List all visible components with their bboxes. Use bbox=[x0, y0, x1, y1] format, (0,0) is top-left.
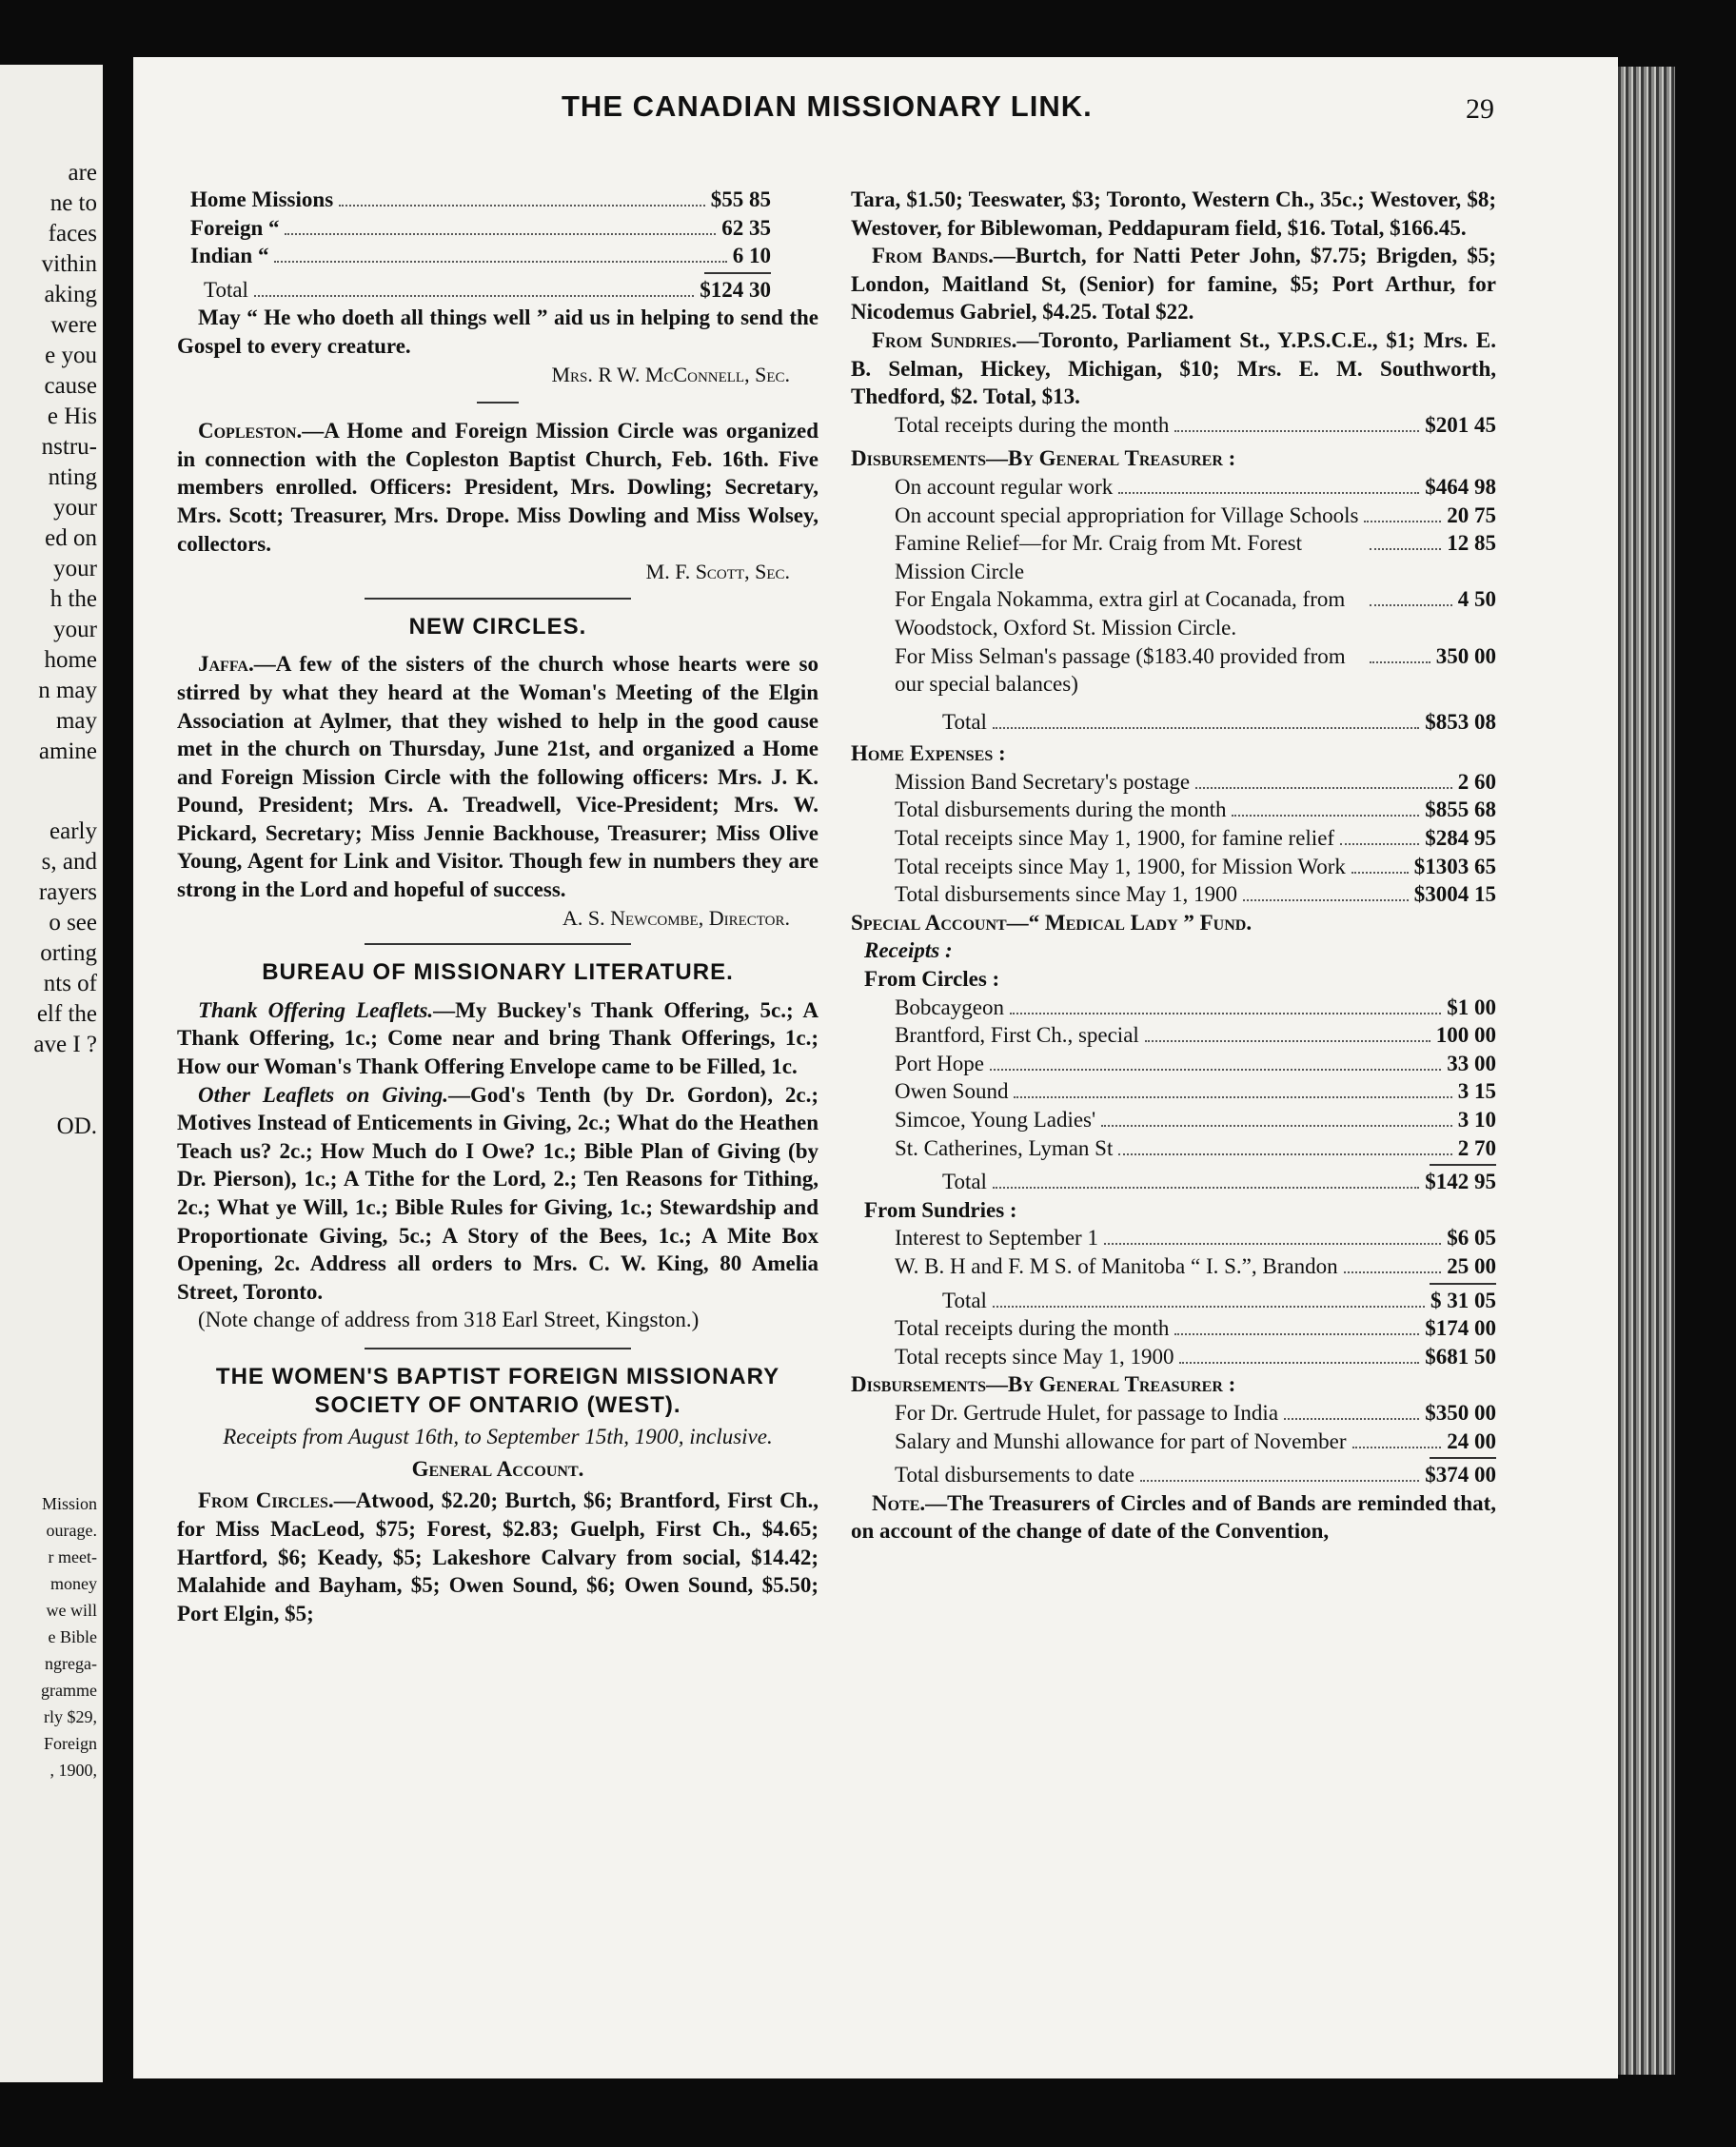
disbursements-list bbox=[851, 473, 1496, 699]
ledger-amount: 24 00 bbox=[1447, 1428, 1496, 1453]
ledger-row bbox=[851, 853, 1496, 881]
address-note: (Note change of address from 318 Earl Street, Kingston.) bbox=[198, 1308, 700, 1332]
signature: Mrs. R W. McConnell, Sec. bbox=[551, 362, 790, 386]
facing-page-fragment bbox=[0, 65, 103, 2082]
disbursements-heading: Disbursements—By General Treasurer : bbox=[851, 446, 1236, 471]
disbursements-heading: Disbursements—By General Treasurer : bbox=[851, 1372, 1236, 1397]
from-bands-paragraph: From Bands.—Burtch, for Natti Peter John, $7.75; Brigden, $5; London, Maitland St, (Senior) for famine, $5; Port Arthur, for Nicodemus Gabriel, $4.25. Total $22. bbox=[851, 244, 1496, 325]
facing-page-text-fragment: your bbox=[53, 556, 97, 581]
ledger-label: Owen Sound bbox=[895, 1079, 1009, 1104]
ledger-label: Total disbursements since May 1, 1900 bbox=[895, 882, 1237, 907]
facing-page-text-fragment: were bbox=[50, 312, 97, 338]
facing-page-text-fragment: home bbox=[44, 647, 97, 673]
ledger-label: Bobcaygeon bbox=[895, 995, 1004, 1019]
ledger-label: Total disbursements during the month bbox=[895, 798, 1227, 822]
facing-page-text-fragment: Foreign bbox=[44, 1734, 97, 1753]
facing-page-text-fragment: cause bbox=[44, 373, 97, 399]
divider bbox=[365, 943, 631, 945]
ledger-row bbox=[851, 1077, 1496, 1106]
ledger-row bbox=[851, 502, 1496, 530]
facing-page-text-fragment: elf the bbox=[36, 1001, 97, 1027]
facing-page-text-fragment: ave I ? bbox=[33, 1032, 97, 1057]
ledger-label: Mission Band Secretary's postage bbox=[895, 769, 1191, 794]
facing-page-text-fragment: n may bbox=[38, 678, 97, 703]
ledger-label: For Dr. Gertrude Hulet, for passage to India bbox=[895, 1400, 1279, 1425]
page-number: 29 bbox=[1466, 93, 1494, 125]
ledger-row bbox=[851, 1021, 1496, 1050]
ledger-amount: 4 50 bbox=[1457, 587, 1496, 612]
special-totals-list bbox=[851, 1314, 1496, 1370]
may-paragraph: May “ He who doeth all things well ” aid us in helping to send the Gospel to every creature. bbox=[177, 305, 819, 358]
ledger-label: St. Catherines, Lyman St bbox=[895, 1135, 1114, 1160]
ledger-amount: 350 00 bbox=[1435, 643, 1496, 668]
missions-total-row: Total $124 30 bbox=[204, 277, 771, 302]
ledger-label: For Engala Nokamma, extra girl at Cocanada, from Woodstock, Oxford St. Mission Circle. bbox=[895, 587, 1346, 640]
total-receipts-row: Total receipts during the month $201 45 bbox=[895, 412, 1496, 437]
ledger-amount: 3 10 bbox=[1457, 1108, 1496, 1132]
ledger-amount: 33 00 bbox=[1447, 1051, 1496, 1075]
ledger-row bbox=[851, 1399, 1496, 1428]
disbursements-list-2 bbox=[851, 1399, 1496, 1455]
disbursements-total-row: Total $853 08 bbox=[942, 709, 1496, 734]
society-heading-line-1: THE WOMEN'S BAPTIST FOREIGN MISSIONARY bbox=[215, 1363, 780, 1389]
facing-page-text-fragment: are bbox=[68, 160, 97, 186]
facing-page-text-fragment: your bbox=[53, 617, 97, 642]
ledger-amount: 3 15 bbox=[1457, 1079, 1496, 1104]
ledger-label: Salary and Munshi allowance for part of November bbox=[895, 1428, 1347, 1453]
ledger-amount: $174 00 bbox=[1425, 1316, 1496, 1341]
ledger-amount: $855 68 bbox=[1425, 798, 1496, 822]
ledger-row bbox=[851, 1224, 1496, 1252]
home-expenses-list bbox=[851, 768, 1496, 909]
ledger-row bbox=[851, 1050, 1496, 1078]
disbursements-to-date-row: Total disbursements to date $374 00 bbox=[895, 1463, 1496, 1487]
home-expenses-heading: Home Expenses : bbox=[851, 741, 1006, 766]
sum-rule bbox=[704, 272, 771, 274]
ledger-row bbox=[851, 585, 1496, 641]
facing-page-text-fragment: e you bbox=[45, 343, 97, 368]
facing-page-text-fragment: your bbox=[53, 495, 97, 521]
right-column bbox=[851, 186, 1496, 1546]
ledger-row bbox=[851, 1314, 1496, 1343]
ledger-label: Brantford, First Ch., special bbox=[895, 1023, 1139, 1048]
facing-page-text-fragment: h the bbox=[49, 586, 97, 612]
facing-page-text-fragment: we will bbox=[46, 1601, 97, 1620]
special-circles-list bbox=[851, 994, 1496, 1163]
from-circles-label: From Circles : bbox=[864, 967, 1000, 992]
facing-page-text-fragment: nting bbox=[48, 464, 97, 490]
receipts-label: Receipts : bbox=[864, 938, 953, 963]
facing-page-text-fragment: e Bible bbox=[48, 1627, 97, 1646]
ledger-amount: $1 00 bbox=[1447, 995, 1496, 1019]
ledger-label: Total receipts since May 1, 1900, for Mission Work bbox=[895, 854, 1346, 878]
ledger-label: Famine Relief—for Mr. Craig from Mt. Forest Mission Circle bbox=[895, 531, 1302, 583]
ledger-label: Total receipts during the month bbox=[895, 1316, 1170, 1341]
facing-page-text-fragment: OD. bbox=[56, 1113, 97, 1139]
thank-offering-paragraph: Thank Offering Leaflets.—My Buckey's Thank Offering, 5c.; A Thank Offering, 1c.; Come near and bring Thank Offerings, 1c.; How our Woman's Thank Offering Envelope came to be Filled, 1c. bbox=[177, 997, 819, 1079]
facing-page-text-fragment: ne to bbox=[49, 190, 97, 216]
left-column bbox=[177, 186, 819, 1627]
missions-row: Indian “ 6 10 bbox=[190, 244, 771, 268]
facing-page-text-fragment: Mission bbox=[41, 1494, 97, 1513]
sum-rule bbox=[1430, 1283, 1496, 1285]
ledger-label: Total receipts since May 1, 1900, for famine relief bbox=[895, 826, 1335, 851]
circles-total-row: Total $142 95 bbox=[942, 1170, 1496, 1194]
facing-page-text-fragment: , 1900, bbox=[49, 1761, 97, 1780]
ledger-amount: 12 85 bbox=[1447, 531, 1496, 556]
from-sundries-paragraph: From Sundries.—Toronto, Parliament St., Y.P.S.C.E., $1; Mrs. E. B. Selman, Hickey, Michigan, $10; Mrs. E. M. Southworth, Thedford, $2. Total, $13. bbox=[851, 327, 1496, 409]
divider bbox=[365, 598, 631, 600]
facing-page-text-fragment: e His bbox=[47, 404, 97, 429]
facing-page-text-fragment: faces bbox=[48, 221, 97, 246]
facing-page-text-fragment: o see bbox=[49, 910, 97, 936]
facing-page-text-fragment: vithin bbox=[41, 251, 97, 277]
page-edge bbox=[1618, 67, 1675, 2075]
sum-rule bbox=[1430, 1457, 1496, 1459]
ledger-amount: $681 50 bbox=[1425, 1344, 1496, 1369]
ledger-amount: 100 00 bbox=[1435, 1023, 1496, 1048]
facing-page-text-fragment: early bbox=[49, 818, 97, 844]
sundries-total-row: Total $ 31 05 bbox=[942, 1288, 1496, 1312]
ledger-row bbox=[851, 1252, 1496, 1281]
ledger-amount: $1303 65 bbox=[1413, 854, 1496, 878]
ledger-amount: $3004 15 bbox=[1413, 882, 1496, 907]
ledger-row bbox=[851, 1134, 1496, 1163]
facing-page-text-fragment: s, and bbox=[41, 849, 97, 875]
ledger-label: Port Hope bbox=[895, 1051, 984, 1075]
ledger-label: Total recepts since May 1, 1900 bbox=[895, 1344, 1174, 1369]
facing-page-text-fragment: r meet- bbox=[48, 1547, 97, 1566]
ledger-row bbox=[851, 768, 1496, 797]
missions-row: Home Missions $55 85 bbox=[190, 187, 771, 211]
circles-continued: Tara, $1.50; Teeswater, $3; Toronto, Western Ch., 35c.; Westover, $8; Westover, for Biblewoman, Peddapuram field, $16. Total, $166.45. bbox=[851, 187, 1496, 240]
from-circles-paragraph: From Circles.—Atwood, $2.20; Burtch, $6; Brantford, First Ch., for Miss MacLeod, $75; Forest, $2.83; Guelph, First Ch., $4.65; Hartford, $6; Keady, $5; Lakeshore Calvary from social, $14.42; Malahide and Bayham, $5; Owen Sound, $6; Owen Sound, $5.50; Port Elgin, $5; bbox=[177, 1488, 819, 1625]
sum-rule bbox=[1430, 1164, 1496, 1166]
ledger-row bbox=[851, 994, 1496, 1022]
facing-page-text-fragment: ngrega- bbox=[45, 1654, 97, 1673]
ledger-row bbox=[851, 1428, 1496, 1456]
facing-page-text-fragment: gramme bbox=[41, 1681, 97, 1700]
ledger-row bbox=[851, 1343, 1496, 1371]
jaffa-paragraph: Jaffa.—A few of the sisters of the church whose hearts were so stirred by what they heard at the Woman's Meeting of the Elgin Association at Aylmer, that they wished to help in the good cause met in the church on Thursday, June 21st, and organized a Home and Foreign Mission Circle with the following officers: Mrs. J. K. Pound, President; Mrs. A. Treadwell, Vice-President; Mrs. W. Pickard, Secretary; Miss Jennie Backhouse, Treasurer; Miss Olive Young, Agent for Link and Visitor. Though few in numbers they are strong in the Lord and hopeful of success. bbox=[177, 652, 819, 902]
general-account-label: General Account. bbox=[411, 1456, 584, 1481]
divider bbox=[477, 402, 519, 404]
facing-page-text-fragment: aking bbox=[44, 282, 97, 307]
facing-page-text-fragment: nts of bbox=[43, 971, 97, 996]
ledger-label: On account special appropriation for Village Schools bbox=[895, 502, 1359, 527]
ledger-label: On account regular work bbox=[895, 474, 1114, 499]
ledger-amount: $284 95 bbox=[1425, 826, 1496, 851]
ledger-label: Interest to September 1 bbox=[895, 1226, 1098, 1251]
copleston-paragraph: Copleston.—A Home and Foreign Mission Circle was organized in connection with the Copleston Baptist Church, Feb. 16th. Five members enrolled. Officers: President, Mrs. Dowling; Secretary, Mrs. Scott; Treasurer, Mrs. Drope. Miss Dowling and Miss Wolsey, collectors. bbox=[177, 419, 819, 556]
note-paragraph: Note.—The Treasurers of Circles and of Bands are reminded that, on account of the change of date of the Convention, bbox=[851, 1490, 1496, 1544]
facing-page-text-fragment: rayers bbox=[38, 879, 97, 905]
divider bbox=[365, 1348, 631, 1349]
ledger-label: For Miss Selman's passage ($183.40 provided from our special balances) bbox=[895, 643, 1346, 697]
special-account-heading: Special Account—“ Medical Lady ” Fund. bbox=[851, 910, 1253, 935]
bureau-heading: BUREAU OF MISSIONARY LITERATURE. bbox=[262, 959, 734, 986]
ledger-row bbox=[851, 796, 1496, 824]
ledger-row bbox=[851, 824, 1496, 853]
ledger-row bbox=[851, 642, 1496, 699]
facing-page-text-fragment: ourage. bbox=[46, 1521, 97, 1540]
receipts-date-line: Receipts from August 16th, to September 15th, 1900, inclusive. bbox=[223, 1425, 773, 1449]
ledger-amount: 25 00 bbox=[1447, 1253, 1496, 1278]
ledger-label: W. B. H and F. M S. of Manitoba “ I. S.”, Brandon bbox=[895, 1253, 1338, 1278]
ledger-row bbox=[851, 529, 1496, 585]
from-sundries-label: From Sundries : bbox=[864, 1197, 1017, 1222]
new-circles-heading: NEW CIRCLES. bbox=[408, 613, 587, 640]
ledger-row bbox=[851, 880, 1496, 909]
special-sundries-list bbox=[851, 1224, 1496, 1280]
facing-page-text-fragment: rly $29, bbox=[44, 1707, 97, 1726]
page-header-title: THE CANADIAN MISSIONARY LINK. bbox=[562, 89, 1093, 123]
ledger-amount: 2 60 bbox=[1457, 769, 1496, 794]
facing-page-text-fragment: ed on bbox=[45, 525, 97, 551]
ledger-amount: $350 00 bbox=[1425, 1400, 1496, 1425]
ledger-amount: $464 98 bbox=[1425, 474, 1496, 499]
facing-page-text-fragment: orting bbox=[40, 940, 97, 966]
signature: M. F. Scott, Sec. bbox=[645, 560, 790, 584]
facing-page-text-fragment: nstru- bbox=[41, 434, 97, 460]
ledger-row bbox=[851, 473, 1496, 502]
other-leaflets-paragraph: Other Leaflets on Giving.—God's Tenth (by Dr. Gordon), 2c.; Motives Instead of Enticements in Giving, 2c.; What do the Heathen Teach us? 2c.; How Much do I Owe? 1c.; Bible Plan of Giving (by Dr. Pierson), 1c.; A Tithe for the Lord, 2.; Ten Reasons for Tithing, 2c.; What ye Will, 1c.; Bible Rules for Giving, 1c.; Stewardship and Proportionate Giving, 5c.; A Story of the Bees, 1c.; A Mite Box Opening, 2c. Address all orders to Mrs. C. W. King, 80 Amelia Street, Toronto. bbox=[177, 1082, 819, 1304]
facing-page-text-fragment: may bbox=[55, 708, 97, 734]
facing-page-text-fragment: amine bbox=[38, 739, 97, 764]
ledger-label: Simcoe, Young Ladies' bbox=[895, 1108, 1096, 1132]
missions-summary bbox=[177, 186, 819, 304]
facing-page-text-fragment: money bbox=[50, 1574, 97, 1593]
society-heading-line-2: SOCIETY OF ONTARIO (WEST). bbox=[314, 1391, 681, 1418]
ledger-amount: 20 75 bbox=[1447, 502, 1496, 527]
ledger-amount: 2 70 bbox=[1457, 1135, 1496, 1160]
ledger-row bbox=[851, 1106, 1496, 1134]
ledger-amount: $6 05 bbox=[1447, 1226, 1496, 1251]
signature: A. S. Newcombe, Director. bbox=[562, 905, 790, 930]
missions-row: Foreign “ 62 35 bbox=[190, 215, 771, 240]
